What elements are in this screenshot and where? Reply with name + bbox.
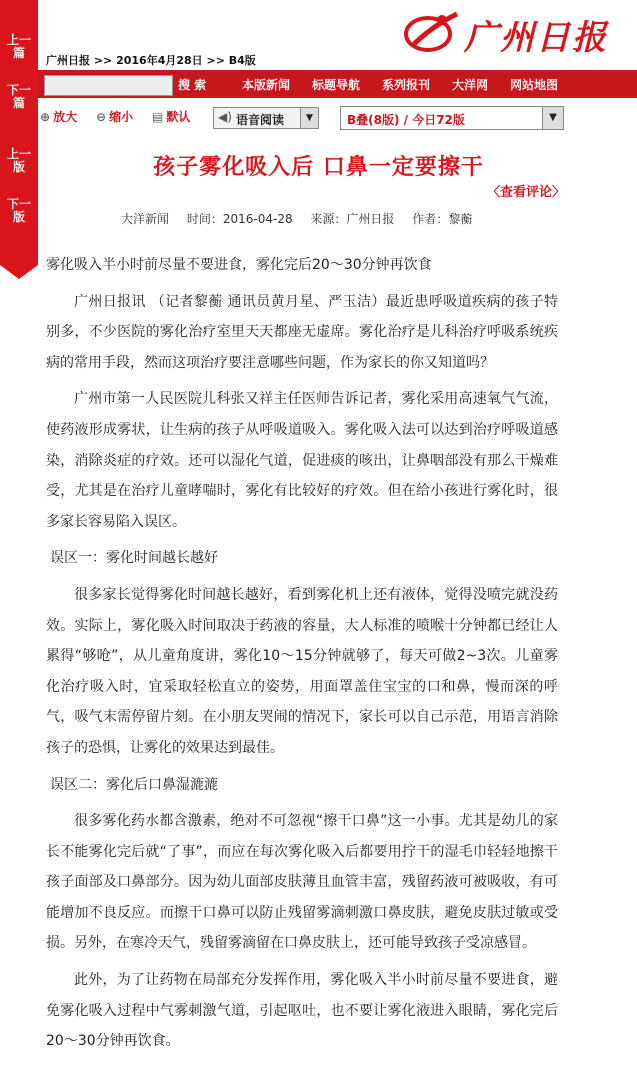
article-meta [121, 210, 486, 227]
guangzhou-daily-logo[interactable] [402, 6, 617, 56]
default-size-label: 默认 [166, 110, 191, 124]
prev-edition-link[interactable]: 上一版 [6, 147, 31, 174]
left-sidebar [0, 0, 38, 265]
nav-item-title-nav[interactable]: 标题导航 [312, 78, 361, 92]
search-button[interactable]: 搜 索 [178, 78, 207, 92]
article-paragraph: 广州日报讯 （记者黎蘅 通讯员黄月星、严玉洁）最近患呼吸道疾病的孩子特别多，不少医院的雾化治疗室里天天都座无虚席。雾化治疗是儿科治疗呼吸系统疾病的常用手段，然而这项治疗要注意哪些问题，作为家长的你又知道吗？ [46, 293, 558, 371]
article-body [46, 250, 558, 1063]
speaker-icon: ◀) [218, 110, 232, 124]
meta-author: 作者：黎蘅 [412, 212, 473, 226]
article-paragraph: 广州市第一人民医院儿科张又祥主任医师告诉记者，雾化采用高速氧气气流，使药液形成雾状，让生病的孩子从呼吸道吸入。雾化吸入法可以达到治疗呼吸道感染，消除炎症的疗效。还可以湿化气道，促进痰的咳出，让鼻咽部没有那么干燥难受，尤其是在治疗儿童哮喘时，雾化有比较好的疗效。但在给小孩进行雾化时，很多家长容易陷入误区。 [46, 391, 558, 530]
default-size-button[interactable] [152, 108, 190, 125]
nav-item-series[interactable]: 系列报刊 [382, 78, 431, 92]
voice-read-select[interactable] [213, 107, 319, 129]
section-heading: 误区一：雾化时间越长越好 [50, 550, 218, 567]
voice-read-label: 语音阅读 [236, 113, 285, 127]
meta-source-site: 大洋新闻 [121, 212, 170, 226]
logo-text: 广州日报 [464, 18, 608, 58]
logo-swirl-icon [402, 6, 462, 56]
prev-article-link[interactable]: 上一篇 [6, 33, 31, 60]
section-heading: 误区二：雾化后口鼻湿漉漉 [50, 776, 218, 793]
nav-bar [38, 70, 637, 98]
article-paragraph: 雾化吸入半小时前尽量不要进食，雾化完后20～30分钟再饮食 [46, 257, 432, 273]
view-comments-link[interactable]: 〈查看评论〉 [486, 185, 565, 200]
chevron-down-icon: ▼ [300, 108, 318, 128]
zoom-in-label: 放大 [53, 110, 78, 124]
nav-item-page-news[interactable]: 本版新闻 [242, 78, 291, 92]
meta-source: 来源：广州日报 [310, 212, 395, 226]
article-paragraph: 很多家长觉得雾化时间越长越好，看到雾化机上还有液体，觉得没喷完就没药效。实际上，雾化吸入时间取决于药液的容量，大人标准的喷喉十分钟都已经让人累得“够呛”，从儿童角度讲，雾化10～15分钟就够了，每天可做2~3次。儿童雾化治疗吸入时，宜采取轻松直立的姿势，用面罩盖住宝宝的口和鼻，慢而深的呼气，吸气末需停留片刻。在小朋友哭闹的情况下，家长可以自己示范，用语言消除孩子的恐惧，让雾化的效果达到最佳。 [46, 586, 558, 756]
meta-time: 时间：2016-04-28 [186, 212, 293, 226]
reading-toolbar [38, 102, 637, 130]
article-paragraph: 此外，为了让药物在局部充分发挥作用，雾化吸入半小时前尽量不要进食，避免雾化吸入过程中气雾刺激气道，引起呕吐，也不要让雾化液进入眼睛，雾化完后20～30分钟再饮食。 [46, 972, 558, 1050]
edition-select[interactable] [340, 106, 564, 130]
search-input[interactable] [44, 75, 173, 96]
article-paragraph: 很多雾化药水都含激素，绝对不可忽视“擦干口鼻”这一小事。尤其是幼儿的家长不能雾化完后就“了事”，而应在每次雾化吸入后都要用拧干的湿毛巾轻轻地擦干孩子面部及口鼻部分。因为幼儿面部皮肤薄且血管丰富，残留药液可被吸收，有可能增加不良反应。而擦干口鼻可以防止残留雾滴刺激口鼻皮肤，避免皮肤过敏或受损。另外，在寒冷天气，残留雾滴留在口鼻皮肤上，还可能导致孩子受凉感冒。 [46, 813, 558, 952]
page-icon: ▤ [152, 110, 164, 124]
zoom-out-button[interactable] [96, 108, 133, 125]
chevron-down-icon: ▼ [542, 107, 563, 129]
edition-select-value: B叠(8版) / 今日72版 [347, 113, 465, 127]
next-edition-link[interactable]: 下一版 [6, 197, 31, 224]
breadcrumb: 广州日报 >> 2016年4月28日 >> B4版 [46, 54, 256, 67]
zoom-in-button[interactable] [40, 108, 77, 125]
nav-item-sitemap[interactable]: 网站地图 [510, 78, 559, 92]
article-title: 孩子雾化吸入后 口鼻一定要擦干 [153, 155, 484, 180]
zoom-out-label: 缩小 [109, 110, 134, 124]
next-article-link[interactable]: 下一篇 [6, 83, 31, 110]
nav-item-dayoo[interactable]: 大洋网 [452, 78, 489, 92]
zoom-out-icon: ⊖ [96, 110, 107, 124]
zoom-in-icon: ⊕ [40, 110, 51, 124]
